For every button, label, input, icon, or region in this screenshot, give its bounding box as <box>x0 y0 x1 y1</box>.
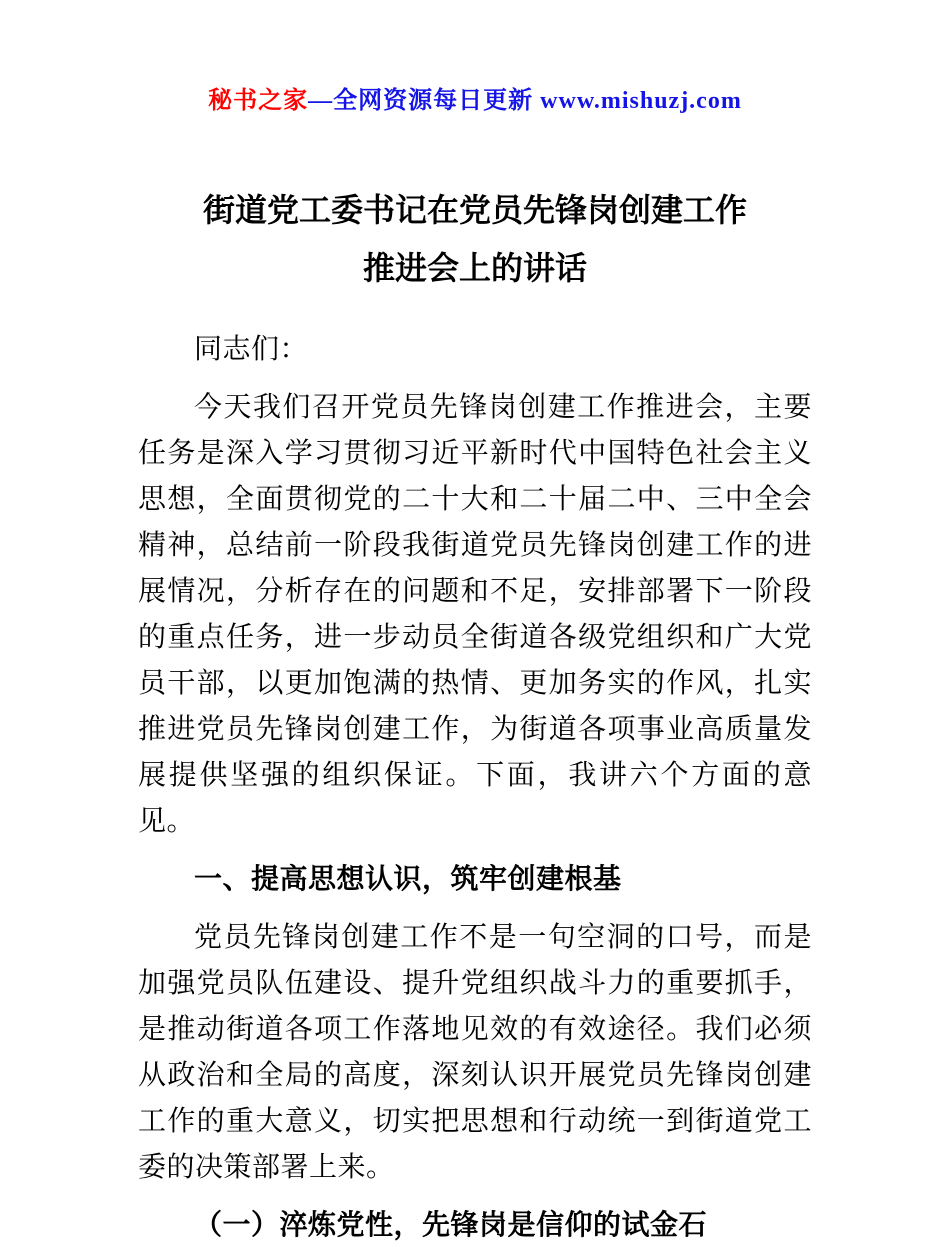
site-name: 秘书之家 <box>208 88 309 114</box>
site-header <box>138 80 812 115</box>
site-tagline: —全网资源每日更新 <box>308 88 541 114</box>
subsection-heading-1: （一）淬炼党性，先锋岗是信仰的试金石 <box>194 1210 708 1241</box>
salutation: 同志们： <box>194 334 309 365</box>
section-heading-1: 一、提高思想认识，筑牢创建根基 <box>194 864 622 895</box>
paragraph-intro: 今天我们召开党员先锋岗创建工作推进会，主要任务是深入学习贯彻习近平新时代中国特色社会主义思想，全面贯彻党的二十大和二十届二中、三中全会精神，总结前一阶段我街道党员先锋岗创建工作的进展情况，分析存在的问题和不足，安排部署下一阶段的重点任务，进一步动员全街道各级党组织和广大党员干部，以更加饱满的热情、更加务实的作风，扎实推进党员先锋岗创建工作，为街道各项事业高质量发展提供坚强的组织保证。下面，我讲六个方面的意见。 <box>138 392 812 837</box>
paragraph-section-1: 党员先锋岗创建工作不是一句空洞的口号，而是加强党员队伍建设、提升党组织战斗力的重要抓手，是推动街道各项工作落地见效的有效途径。我们必须从政治和全局的高度，深刻认识开展党员先锋岗创建工作的重大意义，切实把思想和行动统一到街道党工委的决策部署上来。 <box>138 922 812 1183</box>
document-title-line2: 推进会上的讲话 <box>362 250 587 286</box>
site-url-link[interactable]: www.mishuzj.com <box>540 88 742 114</box>
document-title-line1: 街道党工委书记在党员先锋岗创建工作 <box>202 192 747 228</box>
document-title <box>138 181 812 297</box>
